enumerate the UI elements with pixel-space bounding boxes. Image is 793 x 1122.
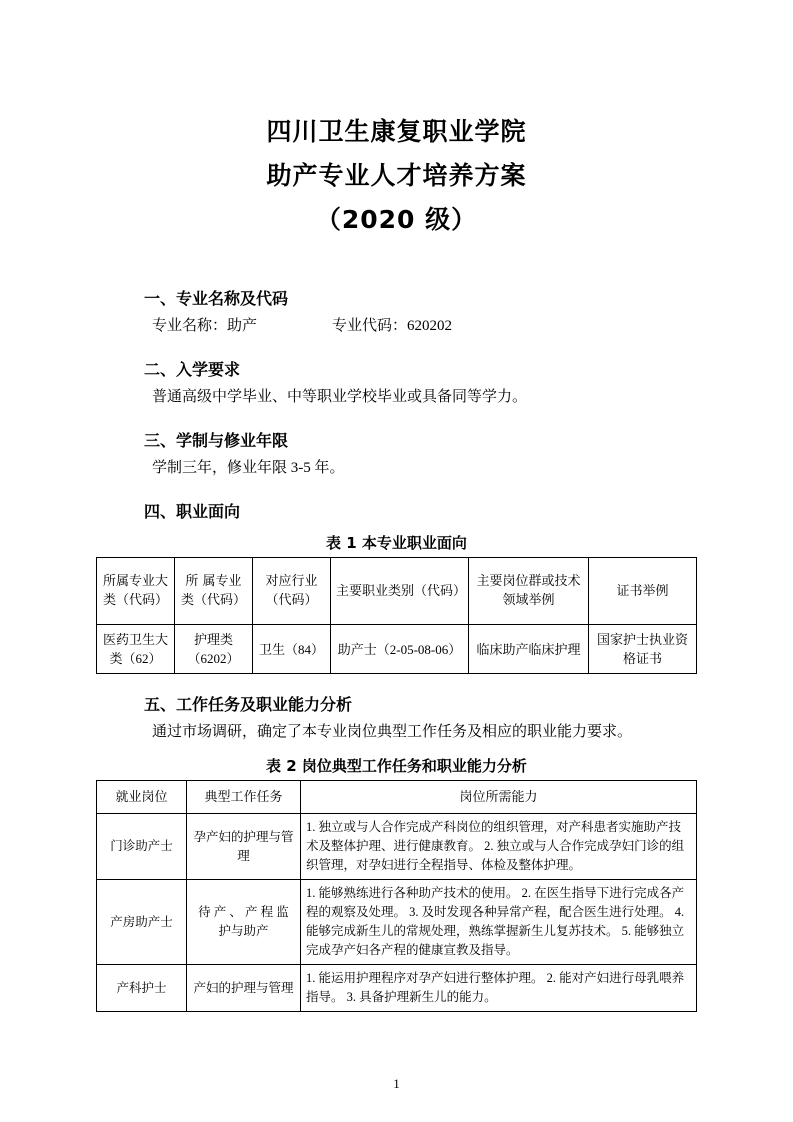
table-2-task-cell: 待 产 、 产 程 监护与助产 xyxy=(187,880,301,965)
major-code-text: 专业代码：620202 xyxy=(332,318,453,334)
table-1-cell: 助产士（2-05-08-06） xyxy=(331,625,469,674)
page-title-line-3: （2020 级） xyxy=(315,205,478,234)
major-name-text: 专业名称：助产 xyxy=(152,318,258,334)
table-2-caption: 表 2 岗位典型工作任务和职业能力分析 xyxy=(266,757,527,775)
table-1-cell: 国家护士执业资格证书 xyxy=(589,625,697,674)
table-header-row xyxy=(97,781,697,814)
table-header-row xyxy=(97,558,697,625)
document-title-block xyxy=(96,110,697,242)
table-task-ability-analysis xyxy=(96,780,697,1012)
section-heading-4: 四、职业面向 xyxy=(144,502,241,521)
section-heading-2: 二、入学要求 xyxy=(144,360,241,379)
table-2-task-cell: 孕产妇的护理与管理 xyxy=(187,814,301,880)
section-3-text: 学制三年，修业年限 3-5 年。 xyxy=(152,460,345,476)
table-1-header-cell: 主要岗位群或技术领域举例 xyxy=(469,558,589,625)
table-2-header-cell: 岗位所需能力 xyxy=(301,781,697,814)
section-heading-1: 一、专业名称及代码 xyxy=(144,289,289,308)
table-1-header-cell: 证书举例 xyxy=(589,558,697,625)
page-title-line-1: 四川卫生康复职业学院 xyxy=(266,117,527,146)
table-1-header-cell: 所属专业大类（代码） xyxy=(97,558,175,625)
table-2-post-cell: 门诊助产士 xyxy=(97,814,187,880)
table-row xyxy=(97,625,697,674)
page-number: 1 xyxy=(393,1076,400,1091)
section-heading-3: 三、学制与修业年限 xyxy=(144,431,289,450)
table-career-orientation xyxy=(96,557,697,674)
table-1-caption: 表 1 本专业职业面向 xyxy=(326,534,467,552)
table-row xyxy=(97,880,697,965)
table-row xyxy=(97,814,697,880)
table-2-post-cell: 产科护士 xyxy=(97,965,187,1012)
section-2-text: 普通高级中学毕业、中等职业学校毕业或具备同等学力。 xyxy=(152,389,528,405)
table-2-header-cell: 典型工作任务 xyxy=(187,781,301,814)
section-heading-5: 五、工作任务及职业能力分析 xyxy=(144,695,353,714)
table-2-header-cell: 就业岗位 xyxy=(97,781,187,814)
table-2-task-cell: 产妇的护理与管理 xyxy=(187,965,301,1012)
page-title-line-2: 助产专业人才培养方案 xyxy=(266,161,527,190)
table-1-header-cell: 对应行业（代码） xyxy=(253,558,331,625)
table-2-ability-cell: 1. 能运用护理程序对孕产妇进行整体护理。 2. 能对产妇进行母乳喂养指导。 3. 具备护理新生儿的能力。 xyxy=(301,965,697,1012)
table-1-cell: 医药卫生大类（62） xyxy=(97,625,175,674)
table-2-ability-cell: 1. 独立或与人合作完成产科岗位的组织管理，对产科患者实施助产技术及整体护理、进行健康教育。 2. 独立或与人合作完成孕妇门诊的组织管理，对孕妇进行全程指导、体检及整体护理。 xyxy=(301,814,697,880)
section-1-content xyxy=(96,313,697,339)
section-5-text: 通过市场调研，确定了本专业岗位典型工作任务及相应的职业能力要求。 xyxy=(152,724,633,740)
table-1-cell: 卫生（84） xyxy=(253,625,331,674)
table-1-header-cell: 所 属专业类（代码） xyxy=(175,558,253,625)
table-1-cell: 护理类（6202） xyxy=(175,625,253,674)
table-1-header-cell: 主要职业类别（代码） xyxy=(331,558,469,625)
table-1-cell: 临床助产临床护理 xyxy=(469,625,589,674)
table-2-ability-cell: 1. 能够熟练进行各种助产技术的使用。 2. 在医生指导下进行完成各产程的观察及处理。 3. 及时发现各种异常产程，配合医生进行处理。 4. 能够完成新生儿的常规处理，熟练掌握新生儿复苏技术。 5. 能够独立完成孕产妇各产程的健康宣教及指导。 xyxy=(301,880,697,965)
table-row xyxy=(97,965,697,1012)
table-2-post-cell: 产房助产士 xyxy=(97,880,187,965)
